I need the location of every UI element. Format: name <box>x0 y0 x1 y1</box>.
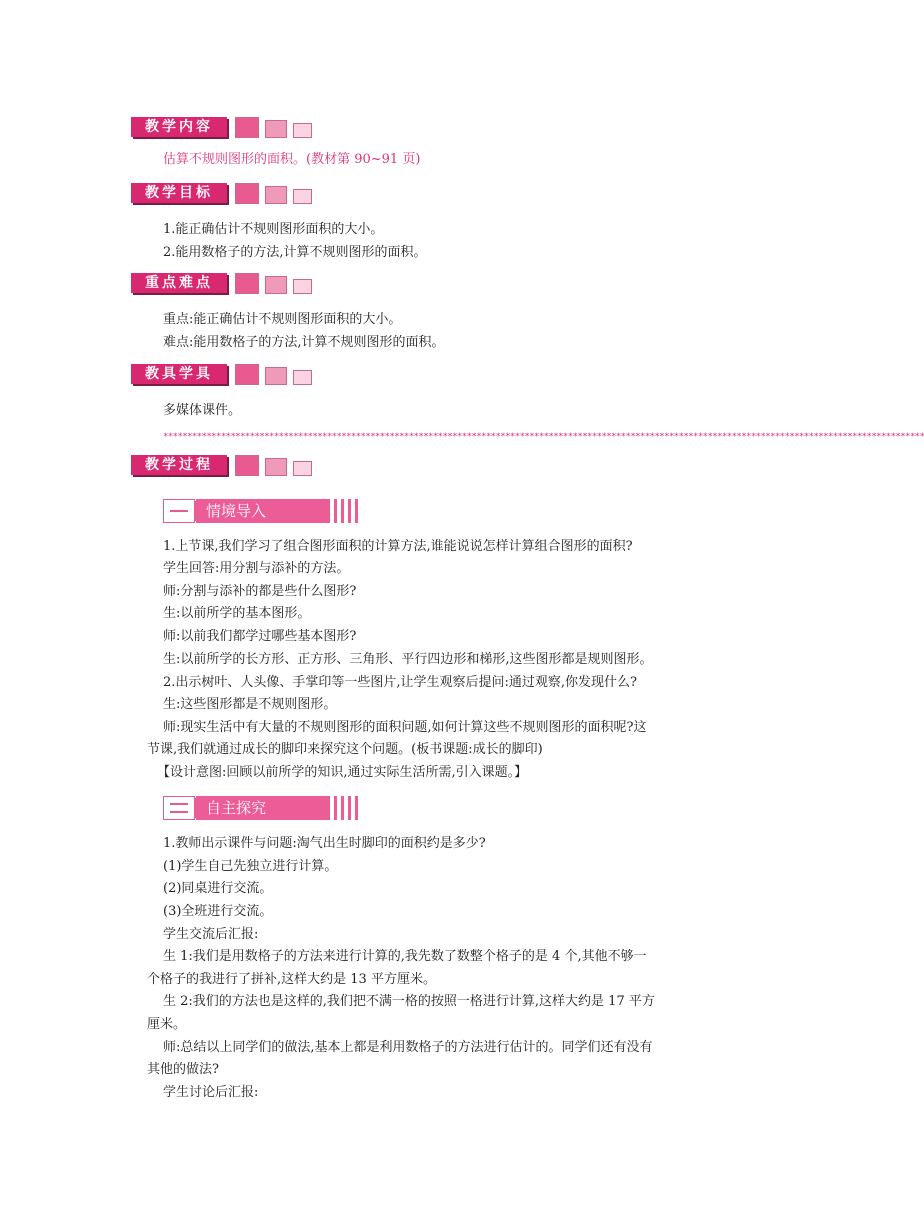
header-deco-square <box>265 120 287 138</box>
header-deco-square <box>265 276 287 294</box>
header-label: 教具学具 <box>131 364 227 384</box>
header-deco-square <box>235 455 259 476</box>
header-deco-square <box>235 183 259 204</box>
intro-line: 2.出示树叶、人头像、手掌印等一些图片,让学生观察后提问:通过观察,你发现什么? <box>163 675 638 690</box>
banner-stripe <box>334 499 337 523</box>
numeral-stroke <box>170 803 188 805</box>
banner-stripe <box>341 499 344 523</box>
banner-stripe <box>355 499 358 523</box>
content-text: 估算不规则图形的面积。(教材第 90~91 页) <box>163 152 421 167</box>
banner-stripe <box>341 796 344 820</box>
explore-line: 厘米。 <box>147 1017 187 1032</box>
explore-line: (1)学生自己先独立进行计算。 <box>163 859 338 874</box>
intro-line: 节课,我们就通过成长的脚印来探究这个问题。(板书课题:成长的脚印) <box>147 742 543 757</box>
explore-line: 其他的做法? <box>147 1062 219 1077</box>
header-deco-square <box>235 273 259 294</box>
header-deco-square <box>235 117 259 138</box>
intro-line: 生:以前所学的长方形、正方形、三角形、平行四边形和梯形,这些图形都是规则图形。 <box>163 652 653 667</box>
header-deco-square <box>293 189 312 204</box>
design-intent: 【设计意图:回顾以前所学的知识,通过实际生活所需,引入课题。】 <box>157 765 528 780</box>
banner-stripe <box>348 796 351 820</box>
banner-stripe <box>355 796 358 820</box>
intro-line: 学生回答:用分割与添补的方法。 <box>163 561 350 576</box>
explore-line: 生 1:我们是用数格子的方法来进行计算的,我先数了数整个格子的是 4 个,其他不够一 <box>163 949 647 964</box>
intro-line: 1.上节课,我们学习了组合图形面积的计算方法,谁能说说怎样计算组合图形的面积? <box>163 539 633 554</box>
intro-line: 生:这些图形都是不规则图形。 <box>163 697 337 712</box>
header-deco-square <box>265 367 287 385</box>
subsection-banner-intro <box>163 499 361 523</box>
tools-text: 多媒体课件。 <box>163 403 242 418</box>
section-title: 情境导入 <box>196 499 330 523</box>
header-deco-square <box>293 279 312 294</box>
header-label: 教学目标 <box>131 183 227 203</box>
banner-stripe <box>348 499 351 523</box>
intro-line: 师:现实生活中有大量的不规则图形的面积问题,如何计算这些不规则图形的面积呢?这 <box>163 720 647 735</box>
key-line: 难点:能用数格子的方法,计算不规则图形的面积。 <box>163 335 445 350</box>
explore-line: 学生讨论后汇报: <box>163 1085 259 1100</box>
header-deco-square <box>293 123 312 138</box>
star-separator: ************************************************************************************************************************************************************** <box>163 432 924 442</box>
goal-line: 2.能用数格子的方法,计算不规则图形的面积。 <box>163 245 427 260</box>
banner-stripe <box>334 796 337 820</box>
header-deco-square <box>265 458 287 476</box>
numeral-stroke <box>170 811 188 813</box>
header-label: 教学过程 <box>131 455 227 475</box>
intro-line: 师:以前我们都学过哪些基本图形? <box>163 629 357 644</box>
intro-line: 生:以前所学的基本图形。 <box>163 606 311 621</box>
explore-line: 学生交流后汇报: <box>163 927 259 942</box>
header-deco-square <box>265 186 287 204</box>
numeral-stroke <box>170 510 188 512</box>
explore-line: (2)同桌进行交流。 <box>163 881 273 896</box>
section-title: 自主探究 <box>196 796 330 820</box>
section-number-box <box>163 796 195 820</box>
explore-line: 师:总结以上同学们的做法,基本上都是利用数格子的方法进行估计的。同学们还有没有 <box>163 1040 653 1055</box>
key-line: 重点:能正确估计不规则图形面积的大小。 <box>163 312 402 327</box>
goal-line: 1.能正确估计不规则图形面积的大小。 <box>163 222 384 237</box>
explore-line: (3)全班进行交流。 <box>163 904 273 919</box>
intro-line: 师:分割与添补的都是些什么图形? <box>163 584 357 599</box>
explore-line: 生 2:我们的方法也是这样的,我们把不满一格的按照一格进行计算,这样大约是 17 平方 <box>163 994 655 1009</box>
explore-line: 1.教师出示课件与问题:淘气出生时脚印的面积约是多少? <box>163 836 486 851</box>
header-label: 教学内容 <box>131 117 227 137</box>
subsection-banner-explore <box>163 796 361 820</box>
explore-line: 个格子的我进行了拼补,这样大约是 13 平方厘米。 <box>147 972 436 987</box>
header-deco-square <box>293 461 312 476</box>
header-deco-square <box>293 370 312 385</box>
section-number-box <box>163 499 195 523</box>
header-label: 重点难点 <box>131 273 227 293</box>
header-deco-square <box>235 364 259 385</box>
